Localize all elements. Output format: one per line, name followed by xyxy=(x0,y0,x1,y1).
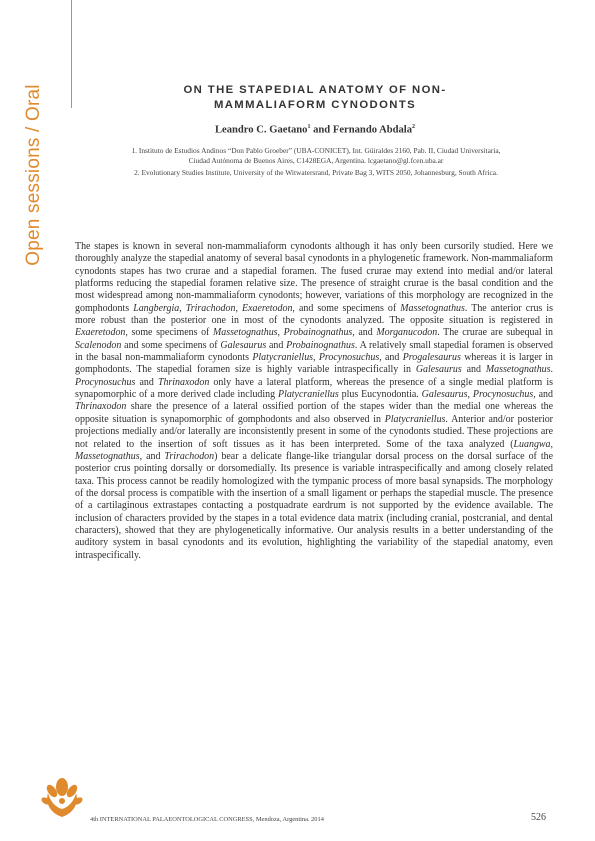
abstract-run: and xyxy=(135,376,158,388)
abstract-run: only have a lateral platform, whereas the presence of a single medial platform is synapomorphic of a more derived clade including xyxy=(75,376,553,401)
abstract-run: . A relatively small stapedial foramen is observed in the basal non-mammaliaform cynodonts xyxy=(75,339,553,364)
abstract-run: . The crurae are subequal in xyxy=(437,327,553,339)
taxon-name: Probainognathus xyxy=(286,339,355,351)
affiliation-1: 1. Instituto de Estudios Andinos “Don Pablo Groeber” (UBA-CONICET), Int. Güiraldes 2160, Pab. II, Ciudad Universitaria, Ciudad Autónoma de Buenos Aires, C1428EGA, Argentina. lcgaetano@gl.fcen.uba.ar xyxy=(131,146,501,165)
taxon-name: Progalesaurus xyxy=(402,352,461,364)
abstract-run: whereas it is larger in gomphodonts. The stapedial foramen size is highly variable intraspecifically in xyxy=(75,352,553,376)
affiliation-2: 2. Evolutionary Studies Institute, University of the Witwatersrand, Private Bag 3, WITS 2050, Johannesburg, South Africa. xyxy=(134,168,498,177)
taxon-name: Massetognathus, Probainognathus, xyxy=(212,327,355,339)
footer-congress-name: 4th INTERNATIONAL PALAEONTOLOGICAL CONGRESS, Mendoza, Argentina. 2014 xyxy=(90,816,324,823)
author-1: Leandro C. Gaetano xyxy=(214,124,308,136)
author-2-affiliation-mark: 2 xyxy=(412,124,416,130)
congress-logo-icon xyxy=(40,775,84,819)
taxon-name: Galesaurus xyxy=(415,364,462,376)
abstract-run: and xyxy=(535,389,553,401)
taxon-name: Platycraniellus, Procynosuchus, xyxy=(252,352,382,364)
abstract-run: and some specimens of xyxy=(121,339,221,351)
taxon-name: Thrinaxodon xyxy=(75,401,127,413)
taxon-name: Morganucodon xyxy=(376,327,438,339)
taxon-name: Luangwa, Massetognathus, xyxy=(75,438,553,462)
page-number: 526 xyxy=(531,812,546,823)
abstract-run: and xyxy=(381,352,403,364)
abstract-run: ) bear a delicate flange-like triangular dorsal process on the dorsal surface of the posterior crus pointing dorsally or dorsomedially. Its presence is variable intraspecifically and among closely related taxa. This process cannot be readily homologized with the tympanic process of more basal synapsids. The morphology of the dorsal process is compatible with the insertion of a small ligament or perhaps the stapedial muscle. The presence of a cartilaginous extrastapes contacting a postquadrate eardrum is not supported by the evidence available. The inclusion of characters provided by the stapes in a total evidence data matrix (including cranial, postcranial, and dental characters), showed that they are phylogenetically informative. Our analysis results in a better understanding of the auditory system in basal cynodonts and its evolution, highlighting the variability of the stapedial anatomy, even intraspecifically. xyxy=(75,450,553,561)
author-joiner: and xyxy=(310,124,333,136)
abstract-run: . Anterior and/or posterior projections medially and/or laterally are inconsistently present in some of the cynodonts studied. These projections are not related to the insertion of soft tissues as it has been interpreted. Some of the taxa analyzed ( xyxy=(75,413,553,450)
abstract-text xyxy=(75,241,553,562)
abstract-run: and xyxy=(461,364,486,376)
abstract-run: . xyxy=(550,364,553,376)
abstract-run: and some specimens of xyxy=(294,302,401,314)
taxon-name: Exaeretodon xyxy=(75,327,126,339)
abstract-run: and xyxy=(354,327,377,339)
taxon-name: Massetognathus xyxy=(485,364,551,376)
section-side-label-text: Open sessions / Oral xyxy=(23,84,44,266)
taxon-name: Trirachodon xyxy=(164,450,215,462)
author-1-affiliation-mark: 1 xyxy=(307,124,311,130)
taxon-name: Procynosuchus xyxy=(75,376,136,388)
abstract-run: and xyxy=(266,339,287,351)
section-side-label xyxy=(20,80,48,270)
taxon-name: Massetognathus xyxy=(400,302,465,314)
taxon-name: Scalenodon xyxy=(75,339,122,351)
abstract-run: plus Eucynodontia. xyxy=(338,389,422,401)
margin-rule xyxy=(71,0,72,108)
author-2: Fernando Abdala xyxy=(332,124,413,136)
authors xyxy=(150,124,480,136)
abstract-run: share the presence of a lateral ossified portion of the stapes wider than the medial one whereas the opposite situation is synapomorphic of gomphodonts and also observed in xyxy=(75,401,553,425)
abstract-run: The stapes is known in several non-mammaliaform cynodonts although it has only been cursorily studied. Here we thoroughly analyze the stapedial anatomy of several basal cynodonts in a phylogenetic framework. Non-mammaliaform cynodonts stapes has two crurae and a stapedial foramen. The fused crurae may extend into medial and/or lateral platforms reducing the stapedial foramen relative size. The presence of straight crurae is the basal condition and the most widespread among non-mammaliaform cynodonts; however, variations of this morphology are recognized in the gomphodonts xyxy=(75,241,553,314)
taxon-name: Platycraniellus xyxy=(384,413,446,425)
abstract-run: and xyxy=(142,450,165,462)
abstract-run: . The anterior crus is more robust than the posterior one in most of the cynodonts analyzed. The opposite situation is registered in xyxy=(75,302,554,327)
taxon-name: Galesaurus xyxy=(220,339,267,351)
taxon-name: Galesaurus, Procynosuchus, xyxy=(421,389,536,401)
paper-title: ON THE STAPEDIAL ANATOMY OF NON-MAMMALIAFORM CYNODONTS xyxy=(183,84,447,111)
taxon-name: Langbergia, Trirachodon, Exaeretodon, xyxy=(133,302,295,314)
abstract-run: , some specimens of xyxy=(125,327,213,339)
taxon-name: Platycraniellus xyxy=(278,389,339,401)
taxon-name: Thrinaxodon xyxy=(157,376,210,388)
